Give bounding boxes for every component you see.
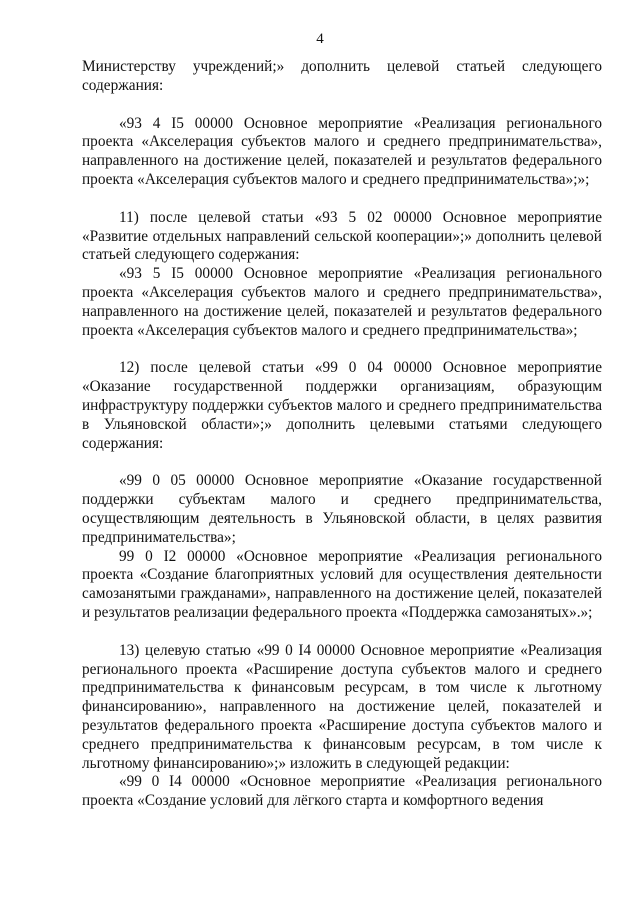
paragraph-item-11: 11) после целевой статьи «93 5 02 00000 Основное мероприятие «Развитие отдельных направлений сельской кооперации»;» дополнить целевой статьей следующего содержания: xyxy=(82,208,602,264)
paragraph-target-article-93-4-i5: «93 4 I5 00000 Основное мероприятие «Реализация регионального проекта «Акселерация субъектов малого и среднего предпринимательства», направленного на достижение целей, показателей и результатов федерального проекта «Акселерация субъектов малого и среднего предпринимательства»;»; xyxy=(82,114,602,188)
paragraph-target-article-99-0-i4: «99 0 I4 00000 «Основное мероприятие «Реализация регионального проекта «Создание условий для лёгкого старта и комфортного ведения xyxy=(82,773,602,810)
paragraph-target-article-99-0-05: «99 0 05 00000 Основное мероприятие «Оказание государственной поддержки субъектам малого и среднего предпринимательства, осуществляющим деятельность в Ульяновской области, в целях развития предпринимательства»; xyxy=(82,472,602,546)
page-number: 4 xyxy=(316,31,324,47)
paragraph-item-12: 12) после целевой статьи «99 0 04 00000 Основное мероприятие «Оказание государственной поддержки организациям, образующим инфраструктуру поддержки субъектов малого и среднего предпринимательства в Ульяновской области»;» дополнить целевыми статьями следующего содержания: xyxy=(82,359,602,452)
paragraph-continuation: Министерству учреждений;» дополнить целевой статьей следующего содержания: xyxy=(82,58,602,94)
paragraph-target-article-93-5-i5: «93 5 I5 00000 Основное мероприятие «Реализация регионального проекта «Акселерация субъектов малого и среднего предпринимательства», направленного на достижение целей, показателей и результатов федерального проекта «Акселерация субъектов малого и среднего предпринимательства»; xyxy=(82,265,602,339)
paragraph-item-13: 13) целевую статью «99 0 I4 00000 Основное мероприятие «Реализация регионального проекта «Расширение доступа субъектов малого и среднего предпринимательства к финансовым ресурсам, в том числе к льготному финансированию», направленного на достижение целей, показателей и результатов федерального проекта «Расширение доступа субъектов малого и среднего предпринимательства к финансовым ресурсам, в том числе к льготному финансированию»;» изложить в следующей редакции: xyxy=(82,641,602,772)
paragraph-target-article-99-0-i2: 99 0 I2 00000 «Основное мероприятие «Реализация регионального проекта «Создание благоприятных условий для осуществления деятельности самозанятыми гражданами», направленного на достижение целей, показателей и результатов реализации федерального проекта «Поддержка самозанятых».»; xyxy=(82,547,602,621)
document-body xyxy=(82,58,602,811)
